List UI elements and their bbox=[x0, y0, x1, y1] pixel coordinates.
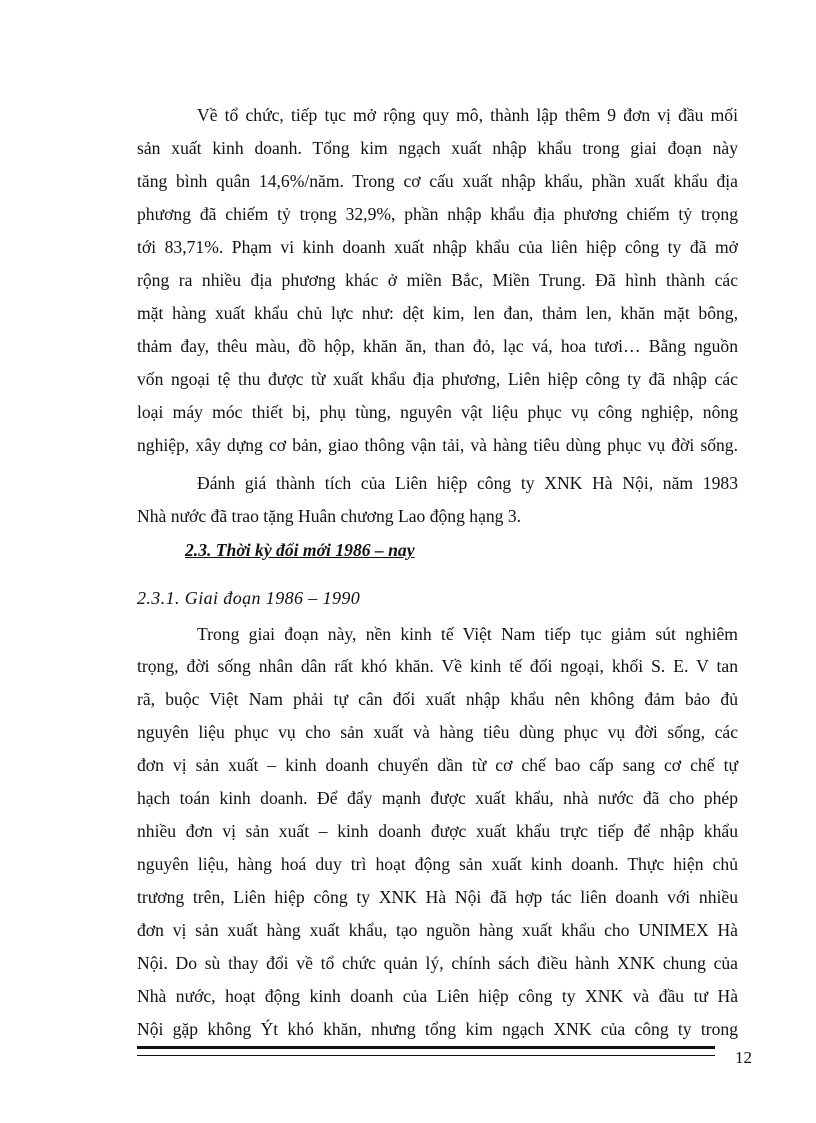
page-number: 12 bbox=[735, 1048, 752, 1067]
text-line: nguyên liệu phục vụ cho sản xuất và hàng tiêu dùng phục vụ đời sống, các bbox=[137, 722, 738, 742]
text-line: thảm đay, thêu màu, đồ hộp, khăn ăn, than đỏ, lạc vá, hoa tươi… Bằng nguồn bbox=[137, 336, 738, 356]
footer-divider bbox=[137, 1046, 715, 1056]
text-line: đơn vị sản xuất hàng xuất khẩu, tạo nguồn hàng xuất khẩu cho UNIMEX Hà bbox=[137, 920, 738, 940]
text-line: tới 83,71%. Phạm vi kinh doanh xuất nhập khẩu của liên hiệp công ty đã mở bbox=[137, 237, 738, 257]
text-line: Nội gặp không Ýt khó khăn, nhưng tổng kim ngạch XNK của công ty trong bbox=[137, 1019, 738, 1039]
text-line: hạch toán kinh doanh. Để đẩy mạnh được xuất khẩu, nhà nước đã cho phép bbox=[137, 788, 738, 808]
text-line: nghiệp, xây dựng cơ bản, giao thông vận tải, và hàng tiêu dùng phục vụ đời sống. bbox=[137, 435, 738, 455]
subsection-heading: 2.3.1. Giai đoạn 1986 – 1990 bbox=[137, 588, 361, 608]
text-line: đơn vị sản xuất – kinh doanh chuyển dần từ cơ chế bao cấp sang cơ chế tự bbox=[137, 755, 738, 775]
text-line: Nội. Do sù thay đổi về tổ chức quản lý, chính sách điều hành XNK chung của bbox=[137, 953, 738, 973]
text-line: Về tổ chức, tiếp tục mở rộng quy mô, thành lập thêm 9 đơn vị đầu mối bbox=[197, 105, 738, 125]
text-line: Trong giai đoạn này, nền kinh tế Việt Nam tiếp tục giảm sút nghiêm bbox=[197, 624, 738, 644]
text-line: tăng bình quân 14,6%/năm. Trong cơ cấu xuất nhập khẩu, phần xuất khẩu địa bbox=[137, 171, 738, 191]
text-line: vốn ngoại tệ thu được từ xuất khẩu địa phương, Liên hiệp công ty đã nhập các bbox=[137, 369, 738, 389]
text-line: trương trên, Liên hiệp công ty XNK Hà Nội đã hợp tác liên doanh với nhiều bbox=[137, 887, 738, 907]
text-line: rộng ra nhiều địa phương khác ở miền Bắc, Miền Trung. Đã hình thành các bbox=[137, 270, 738, 290]
text-line: phương đã chiếm tỷ trọng 32,9%, phần nhập khẩu địa phương chiếm tỷ trọng bbox=[137, 204, 738, 224]
text-line: sản xuất kinh doanh. Tổng kim ngạch xuất nhập khẩu trong giai đoạn này bbox=[137, 138, 738, 158]
text-line: Nhà nước đã trao tặng Huân chương Lao động hạng 3. bbox=[137, 506, 522, 526]
section-heading: 2.3. Thời kỳ đổi mới 1986 – nay bbox=[185, 540, 415, 560]
text-line: trọng, đời sống nhân dân rất khó khăn. Về kinh tế đối ngoại, khối S. E. V tan bbox=[137, 656, 738, 676]
text-line: loại máy móc thiết bị, phụ tùng, nguyên vật liệu phục vụ công nghiệp, nông bbox=[137, 402, 738, 422]
text-line: Đánh giá thành tích của Liên hiệp công ty XNK Hà Nội, năm 1983 bbox=[197, 473, 738, 493]
text-line: rã, buộc Việt Nam phải tự cân đối xuất nhập khẩu nên không đảm bảo đủ bbox=[137, 689, 738, 709]
text-line: mặt hàng xuất khẩu chủ lực như: dệt kim, len đan, thảm len, khăn mặt bông, bbox=[137, 303, 738, 323]
text-line: nhiều đơn vị sản xuất – kinh doanh được xuất khẩu trực tiếp để nhập khẩu bbox=[137, 821, 738, 841]
text-line: nguyên liệu, hàng hoá duy trì hoạt động sản xuất kinh doanh. Thực hiện chủ bbox=[137, 854, 738, 874]
text-line: Nhà nước, hoạt động kinh doanh của Liên hiệp công ty XNK và đầu tư Hà bbox=[137, 986, 738, 1006]
